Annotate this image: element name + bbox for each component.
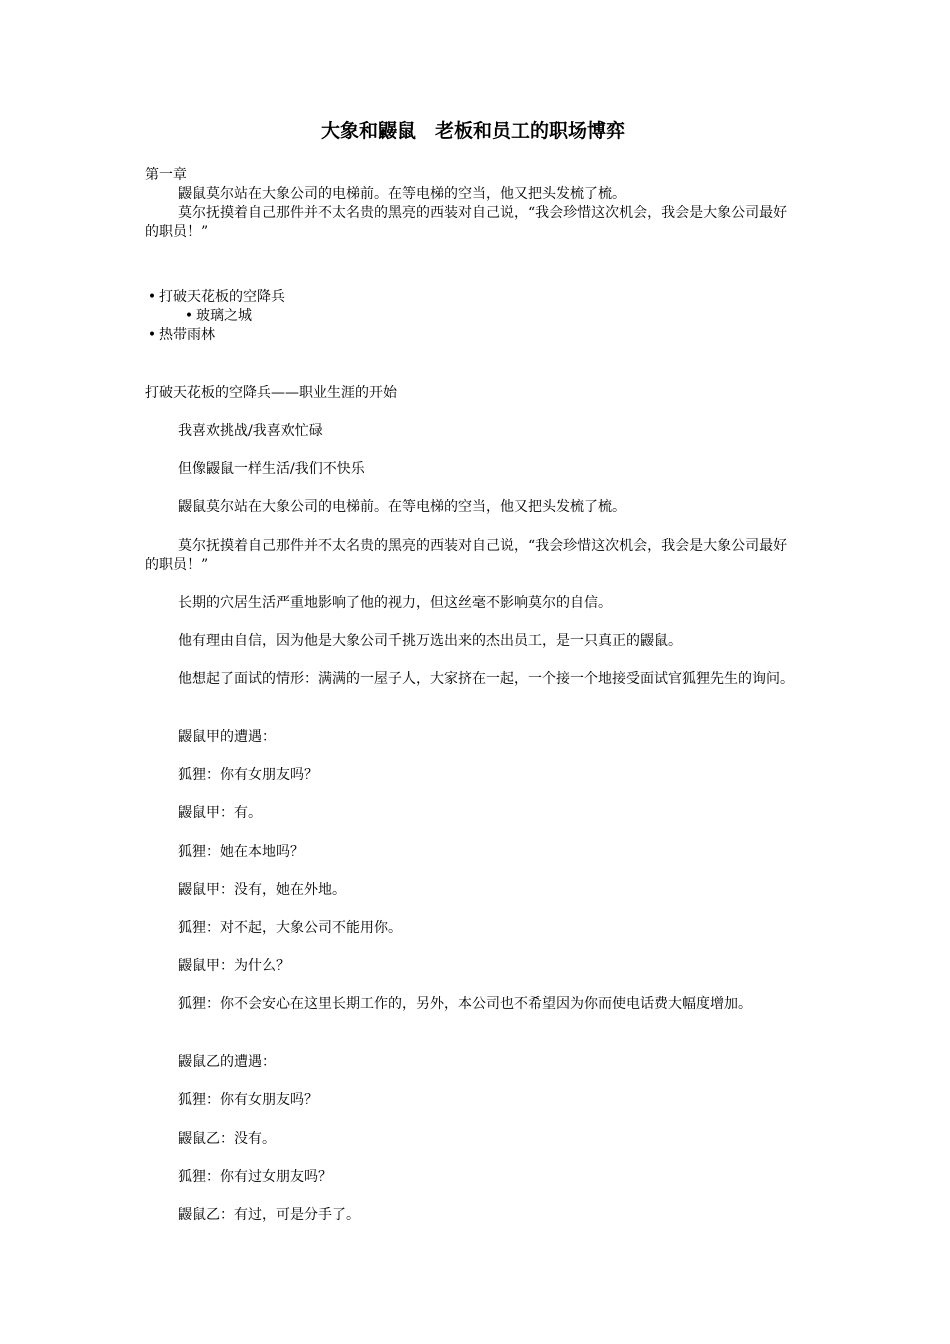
body-paragraph: 鼹鼠乙的遭遇： bbox=[178, 1054, 276, 1070]
body-paragraph: 鼹鼠乙：有过，可是分手了。 bbox=[178, 1207, 360, 1223]
section-heading: 打破天花板的空降兵——职业生涯的开始 bbox=[145, 385, 397, 401]
body-paragraph: 鼹鼠甲：有。 bbox=[178, 805, 262, 821]
body-paragraph: 鼹鼠莫尔站在大象公司的电梯前。在等电梯的空当，他又把头发梳了梳。 bbox=[178, 499, 626, 515]
body-paragraph: 他想起了面试的情形：满满的一屋子人，大家挤在一起，一个接一个地接受面试官狐狸先生的询问。 bbox=[178, 671, 794, 687]
bullet-icon: • bbox=[184, 308, 194, 324]
body-paragraph: 他有理由自信，因为他是大象公司千挑万选出来的杰出员工，是一只真正的鼹鼠。 bbox=[178, 633, 682, 649]
toc-item-3[interactable] bbox=[145, 326, 215, 345]
document-title: 大象和鼹鼠 老板和员工的职场博弈 bbox=[320, 120, 625, 142]
toc-item-label: 玻璃之城 bbox=[196, 308, 252, 324]
body-paragraph: 狐狸：你有女朋友吗？ bbox=[178, 767, 318, 783]
body-paragraph: 但像鼹鼠一样生活/我们不快乐 bbox=[178, 461, 365, 477]
body-paragraph: 我喜欢挑战/我喜欢忙碌 bbox=[178, 423, 323, 439]
body-paragraph: 狐狸：她在本地吗？ bbox=[178, 844, 304, 860]
body-paragraph: 莫尔抚摸着自己那件并不太名贵的黑亮的西装对自己说，“我会珍惜这次机会，我会是大象公司最好的职员！” bbox=[145, 538, 788, 573]
body-paragraph: 长期的穴居生活严重地影响了他的视力，但这丝毫不影响莫尔的自信。 bbox=[178, 595, 612, 611]
toc-item-2[interactable] bbox=[182, 307, 252, 326]
bullet-icon: • bbox=[147, 289, 157, 305]
toc-item-label: 热带雨林 bbox=[159, 327, 215, 343]
body-paragraph: 鼹鼠甲：没有，她在外地。 bbox=[178, 882, 346, 898]
body-paragraph: 鼹鼠甲：为什么？ bbox=[178, 958, 290, 974]
bullet-icon: • bbox=[147, 327, 157, 343]
intro-paragraph-2: 莫尔抚摸着自己那件并不太名贵的黑亮的西装对自己说，“我会珍惜这次机会，我会是大象公司最好的职员！” bbox=[145, 205, 788, 240]
body-paragraph: 狐狸：你不会安心在这里长期工作的，另外，本公司也不希望因为你而使电话费大幅度增加。 bbox=[178, 996, 752, 1012]
body-paragraph: 鼹鼠甲的遭遇： bbox=[178, 729, 276, 745]
chapter-label: 第一章 bbox=[145, 167, 187, 183]
body-paragraph: 狐狸：你有过女朋友吗？ bbox=[178, 1169, 332, 1185]
body-paragraph: 鼹鼠乙：没有。 bbox=[178, 1131, 276, 1147]
body-paragraph: 狐狸：你有女朋友吗？ bbox=[178, 1092, 318, 1108]
body-paragraph: 狐狸：对不起，大象公司不能用你。 bbox=[178, 920, 402, 936]
intro-paragraph-1: 鼹鼠莫尔站在大象公司的电梯前。在等电梯的空当，他又把头发梳了梳。 bbox=[178, 186, 626, 202]
toc-item-label: 打破天花板的空降兵 bbox=[159, 289, 285, 305]
toc-item-1[interactable] bbox=[145, 288, 285, 307]
